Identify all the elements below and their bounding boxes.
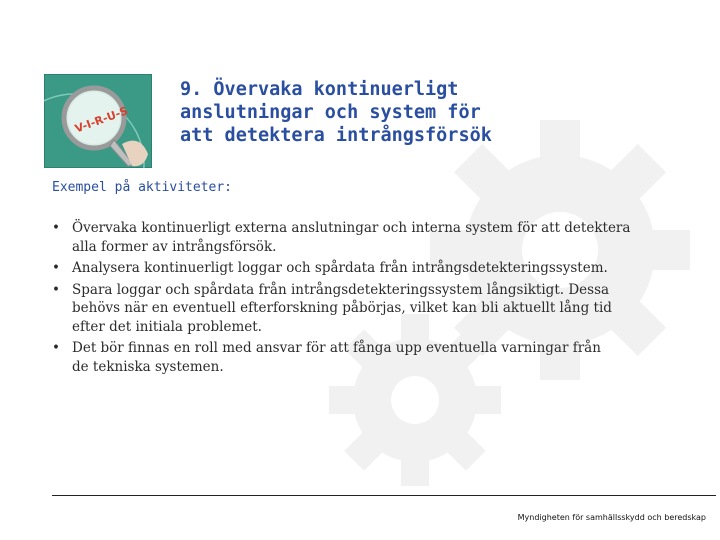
activity-list <box>52 219 652 379</box>
list-item-text: de tekniska systemen. <box>72 358 224 375</box>
slide-title <box>180 78 660 147</box>
list-item <box>52 219 652 256</box>
list-item-text: behövs när en eventuell efterforskning påbörjas, vilket kan bli aktuellt lång tid <box>72 300 612 316</box>
activities-subheading: Exempel på aktiviteter: <box>52 180 233 195</box>
footer-divider <box>52 495 716 496</box>
bullet-icon: • <box>52 260 60 276</box>
list-item-text: Analysera kontinuerligt loggar och spårdata från intrångsdetekteringssystem. <box>72 260 608 276</box>
list-item <box>52 259 652 278</box>
title-line: att detektera intrångsförsök <box>180 125 492 146</box>
bullet-icon: • <box>52 340 60 356</box>
list-item-text: efter det initiala problemet. <box>72 318 262 335</box>
list-item-text: Spara loggar och spårdata från intrångsdetekteringssystem långsiktigt. Dessa <box>72 281 610 298</box>
list-item-text: Övervaka kontinuerligt externa anslutningar och interna system för att detektera <box>72 220 631 236</box>
bullet-icon: • <box>52 281 60 298</box>
virus-magnifier-logo <box>44 74 152 168</box>
title-line: 9. Övervaka kontinuerligt <box>180 79 459 100</box>
list-item-text: alla former av intrångsförsök. <box>72 238 277 255</box>
list-item <box>52 281 652 337</box>
footer-organization: Myndigheten för samhällsskydd och beredskap <box>517 513 706 522</box>
bullet-icon: • <box>52 220 60 236</box>
title-line: anslutningar och system för <box>180 102 481 123</box>
list-item <box>52 339 652 376</box>
list-item-text: Det bör finnas en roll med ansvar för att fånga upp eventuella varningar från <box>72 340 601 356</box>
logo-virus-text: V-I-R-U-S <box>73 104 130 136</box>
